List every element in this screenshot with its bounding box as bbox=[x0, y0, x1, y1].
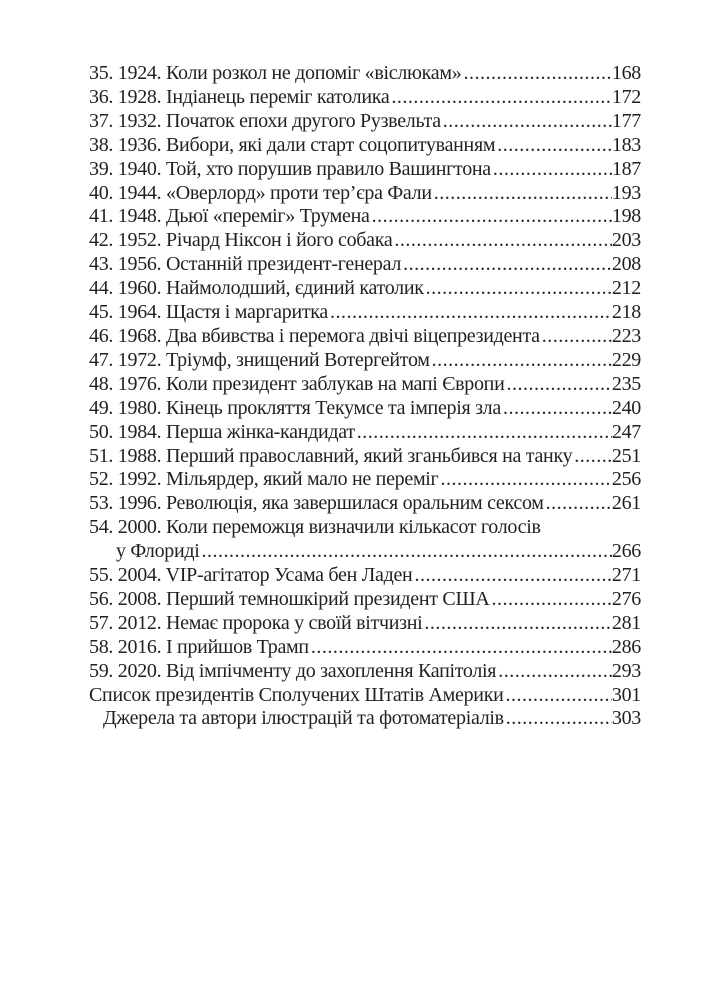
toc-entry-label: 54. 2000. Коли переможця визначили кількасот голосів bbox=[89, 516, 541, 539]
toc-entry bbox=[89, 205, 641, 229]
toc-page-number: 303 bbox=[611, 707, 641, 730]
toc-page-number: 271 bbox=[611, 564, 641, 587]
toc-page-number: 177 bbox=[611, 109, 641, 132]
toc-page-number: 168 bbox=[611, 62, 641, 84]
toc-page-number: 183 bbox=[611, 133, 641, 156]
toc-entry bbox=[89, 540, 641, 564]
toc-dot-leader bbox=[355, 421, 612, 445]
toc-entry-label: 35. 1924. Коли розкол не допоміг «віслюкам» bbox=[89, 62, 462, 84]
toc-list bbox=[89, 62, 641, 731]
toc-page-number: 172 bbox=[611, 85, 641, 108]
toc-entry bbox=[89, 373, 641, 397]
toc-entry-label: Список президентів Сполучених Штатів Америки bbox=[89, 683, 504, 706]
toc-entry-label: 56. 2008. Перший темношкірий президент США bbox=[89, 587, 490, 610]
toc-entry-label: 51. 1988. Перший православний, який зганьбився на танку bbox=[89, 444, 573, 467]
toc-page-number: 276 bbox=[611, 587, 641, 610]
toc-entry-label: у Флориді bbox=[116, 540, 200, 563]
toc-entry-label: 43. 1956. Останній президент-генерал bbox=[89, 253, 402, 276]
toc-page-number: 198 bbox=[611, 205, 641, 228]
toc-entry-label: 46. 1968. Два вбивства і перемога двічі віцепрезидента bbox=[89, 324, 540, 347]
toc-entry bbox=[89, 492, 641, 516]
toc-dot-leader bbox=[501, 397, 612, 421]
toc-entry-label: 41. 1948. Дьюї «переміг» Трумена bbox=[89, 205, 370, 228]
toc-entry bbox=[89, 110, 641, 134]
toc-dot-leader bbox=[200, 540, 612, 564]
toc-entry bbox=[89, 397, 641, 421]
toc-entry bbox=[89, 229, 641, 253]
toc-dot-leader bbox=[432, 182, 612, 206]
toc-entry bbox=[89, 253, 641, 277]
toc-entry-label: 45. 1964. Щастя і маргаритка bbox=[89, 301, 328, 324]
toc-page-number: 240 bbox=[611, 396, 641, 419]
toc-dot-leader bbox=[504, 684, 612, 708]
toc-dot-leader bbox=[540, 325, 612, 349]
toc-entry-label: 58. 2016. І прийшов Трамп bbox=[89, 635, 309, 658]
toc-page-number: 281 bbox=[611, 611, 641, 634]
toc-entry bbox=[89, 636, 641, 660]
toc-page-number: 212 bbox=[611, 277, 641, 300]
toc-dot-leader bbox=[392, 229, 611, 253]
toc-page-number: 187 bbox=[611, 157, 641, 180]
toc-dot-leader bbox=[328, 301, 612, 325]
toc-page-number: 293 bbox=[611, 659, 641, 682]
toc-entry bbox=[89, 86, 641, 110]
toc-entry bbox=[89, 421, 641, 445]
toc-dot-leader bbox=[572, 445, 612, 469]
toc-entry-label: 44. 1960. Наймолодший, єдиний католик bbox=[89, 277, 424, 300]
toc-entry-label: 53. 1996. Революція, яка завершилася оральним сексом bbox=[89, 492, 544, 515]
toc-entry bbox=[89, 588, 641, 612]
toc-entry-label: 38. 1936. Вибори, які дали старт соцопитуванням bbox=[89, 133, 496, 156]
toc-dot-leader bbox=[412, 564, 611, 588]
toc-entry bbox=[89, 684, 641, 708]
toc-entry-label: 59. 2020. Від імпічменту до захоплення Капітолія bbox=[89, 659, 497, 682]
toc-page-number: 247 bbox=[611, 420, 641, 443]
toc-dot-leader bbox=[495, 134, 612, 158]
toc-entry-label: 55. 2004. VIP-агітатор Усама бен Ладен bbox=[89, 564, 413, 587]
toc-entry-label: 37. 1932. Початок епохи другого Рузвельта bbox=[89, 109, 441, 132]
toc-entry bbox=[89, 349, 641, 373]
toc-entry bbox=[89, 612, 641, 636]
toc-entry bbox=[89, 660, 641, 684]
toc-dot-leader bbox=[430, 349, 612, 373]
toc-dot-leader bbox=[424, 277, 612, 301]
toc-entry-label: Джерела та автори ілюстрацій та фотоматеріалів bbox=[103, 707, 504, 730]
toc-entry-label: 48. 1976. Коли президент заблукав на мапі Європи bbox=[89, 372, 505, 395]
toc-dot-leader bbox=[441, 110, 612, 134]
toc-dot-leader bbox=[389, 86, 611, 110]
toc-entry bbox=[89, 707, 641, 731]
toc-entry bbox=[89, 468, 641, 492]
toc-entry-label: 42. 1952. Річард Ніксон і його собака bbox=[89, 229, 393, 252]
toc-page-number: 266 bbox=[611, 540, 641, 563]
toc-page-number: 193 bbox=[611, 181, 641, 204]
toc-entry bbox=[89, 62, 641, 86]
toc-page-number: 251 bbox=[611, 444, 641, 467]
toc-page-number: 208 bbox=[611, 253, 641, 276]
toc-page-number: 235 bbox=[611, 372, 641, 395]
toc-entry bbox=[89, 325, 641, 349]
toc-dot-leader bbox=[309, 636, 612, 660]
toc-page-number: 223 bbox=[611, 324, 641, 347]
toc-dot-leader bbox=[504, 373, 611, 397]
toc-dot-leader bbox=[544, 492, 612, 516]
toc-entry-label: 39. 1940. Той, хто порушив правило Вашингтона bbox=[89, 157, 491, 180]
toc-page-number: 286 bbox=[611, 635, 641, 658]
toc-entry-label: 36. 1928. Індіанець переміг католика bbox=[89, 85, 390, 108]
toc-dot-leader bbox=[496, 660, 612, 684]
toc-page-number: 256 bbox=[611, 468, 641, 491]
toc-entry bbox=[89, 516, 641, 540]
toc-page-number: 229 bbox=[611, 348, 641, 371]
toc-entry-label: 49. 1980. Кінець прокляття Текумсе та імперія зла bbox=[89, 396, 501, 419]
toc-entry bbox=[89, 564, 641, 588]
toc-entry-label: 50. 1984. Перша жінка-кандидат bbox=[89, 420, 355, 443]
toc-dot-leader bbox=[489, 588, 611, 612]
toc-dot-leader bbox=[422, 612, 611, 636]
toc-entry-label: 57. 2012. Немає пророка у своїй вітчизні bbox=[89, 611, 423, 634]
toc-dot-leader bbox=[370, 205, 612, 229]
toc-entry bbox=[89, 301, 641, 325]
toc-page-number: 301 bbox=[611, 683, 641, 706]
toc-dot-leader bbox=[438, 468, 611, 492]
toc-entry bbox=[89, 445, 641, 469]
toc-entry-label: 52. 1992. Мільярдер, який мало не переміг bbox=[89, 468, 439, 491]
toc-page-number: 261 bbox=[611, 492, 641, 515]
toc-dot-leader bbox=[401, 253, 612, 277]
toc-dot-leader bbox=[461, 62, 611, 86]
toc-entry-label: 40. 1944. «Оверлорд» проти тер’єра Фали bbox=[89, 181, 432, 204]
toc-page-number: 203 bbox=[611, 229, 641, 252]
toc-entry-label: 47. 1972. Тріумф, знищений Вотергейтом bbox=[89, 348, 430, 371]
toc-dot-leader bbox=[504, 707, 612, 731]
toc-dot-leader bbox=[491, 158, 612, 182]
toc-entry bbox=[89, 134, 641, 158]
toc-page-number: 218 bbox=[611, 301, 641, 324]
toc-entry bbox=[89, 182, 641, 206]
toc-entry bbox=[89, 158, 641, 182]
toc-entry bbox=[89, 277, 641, 301]
